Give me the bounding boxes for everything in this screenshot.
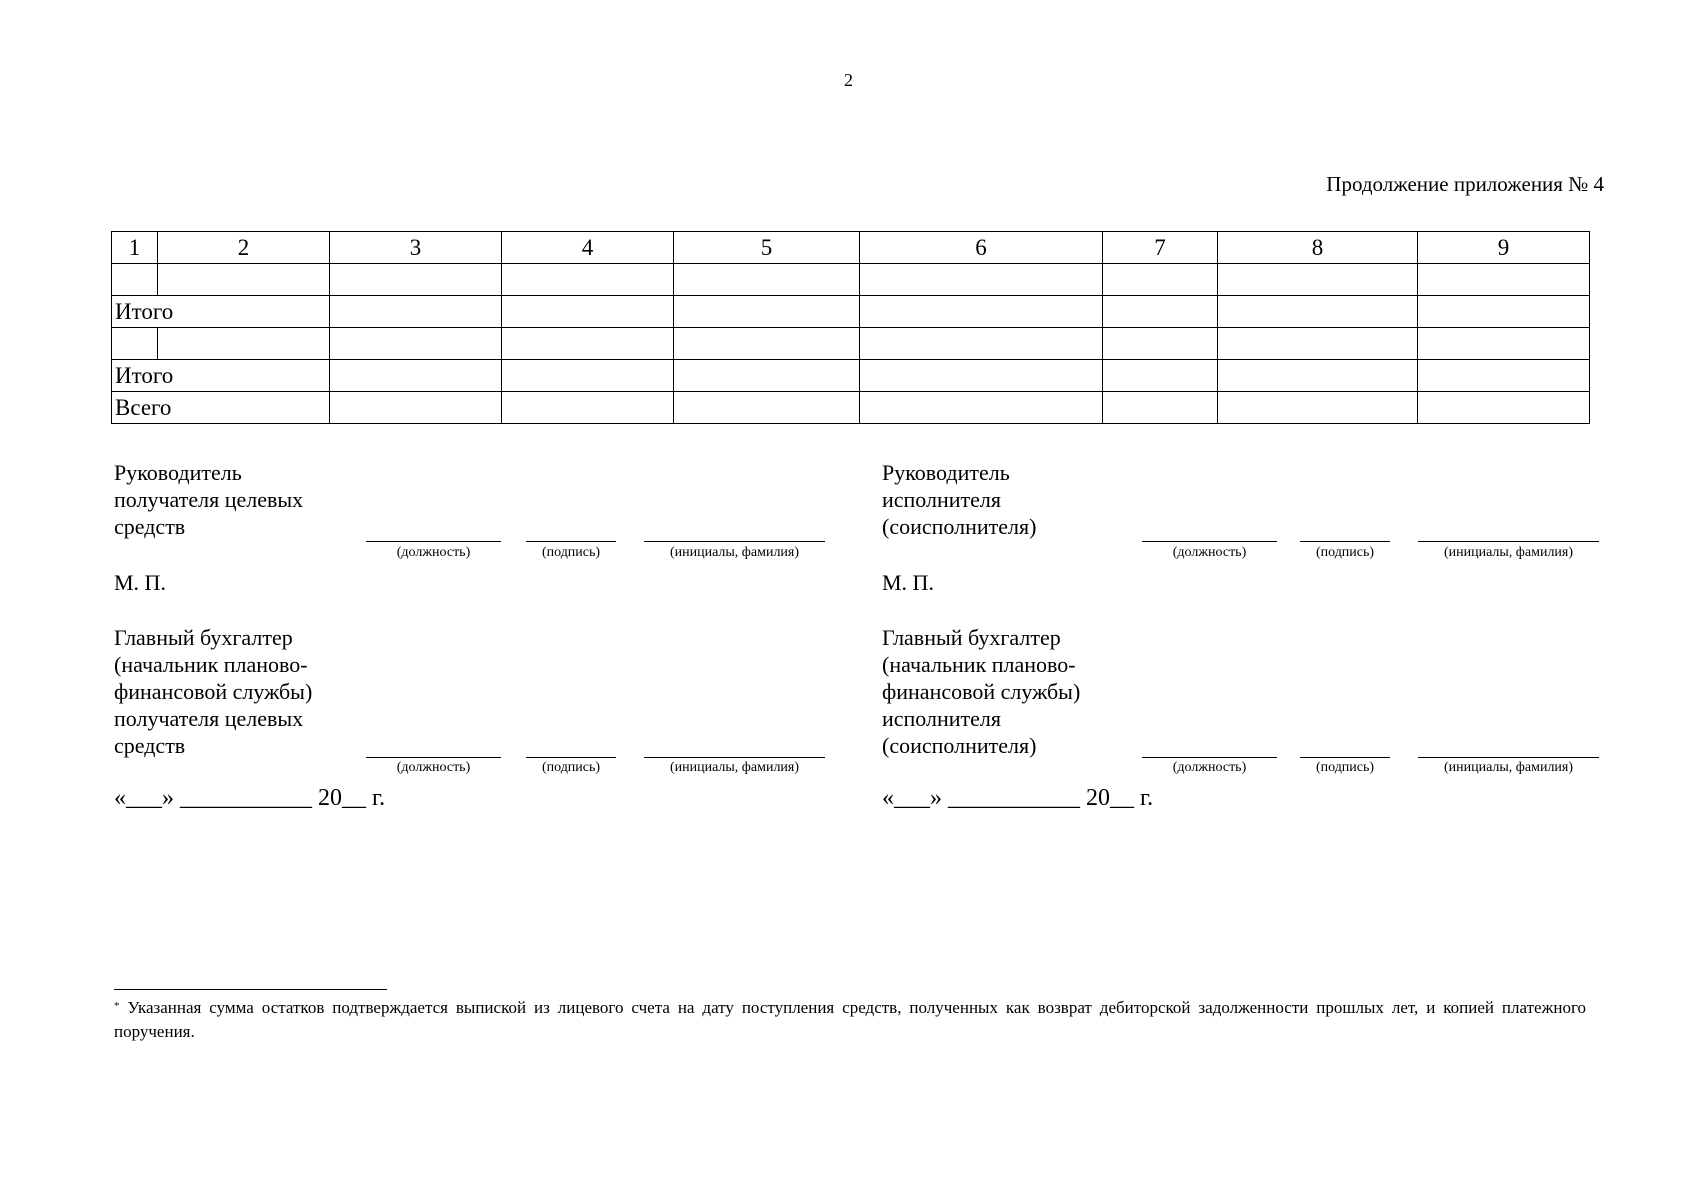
right-head-title: Руководитель исполнителя (соисполнителя) xyxy=(882,460,1037,539)
table-cell xyxy=(1103,360,1218,392)
table-header-cell: 5 xyxy=(674,232,860,264)
table-header-row xyxy=(112,232,1590,264)
left-accountant-signature-line xyxy=(526,757,616,758)
table-cell xyxy=(860,296,1103,328)
table-cell xyxy=(502,328,674,360)
left-head-name-line xyxy=(644,541,825,542)
table-cell xyxy=(1103,328,1218,360)
table-row-subtotal xyxy=(112,360,1590,392)
right-accountant-title: Главный бухгалтер (начальник планово- финансовой службы) исполнителя (соисполнителя) xyxy=(882,625,1081,758)
table-header-cell: 3 xyxy=(330,232,502,264)
continuation-title: Продолжение приложения № 4 xyxy=(1326,172,1604,196)
table-row xyxy=(112,328,1590,360)
right-accountant-signature-caption: (подпись) xyxy=(1315,760,1375,775)
right-date: «___» ___________ 20__ г. xyxy=(882,785,1154,811)
table-cell xyxy=(1418,296,1590,328)
table-header-cell: 1 xyxy=(112,232,158,264)
left-accountant-position-line xyxy=(366,757,501,758)
table-cell xyxy=(330,328,502,360)
table-cell xyxy=(502,264,674,296)
right-accountant-signature-line xyxy=(1300,757,1390,758)
right-accountant-name-caption: (инициалы, фамилия) xyxy=(1443,760,1574,775)
table-cell xyxy=(674,264,860,296)
left-accountant-name-caption: (инициалы, фамилия) xyxy=(669,760,800,775)
table-cell xyxy=(674,360,860,392)
right-head-signature-caption: (подпись) xyxy=(1315,545,1375,560)
left-accountant-title: Главный бухгалтер (начальник планово- финансовой службы) получателя целевых средств xyxy=(114,625,313,758)
right-head-name-line xyxy=(1418,541,1599,542)
table-cell xyxy=(1218,264,1418,296)
table-header-cell: 6 xyxy=(860,232,1103,264)
table-cell xyxy=(860,360,1103,392)
left-stamp-label: М. П. xyxy=(114,570,166,595)
right-accountant-position-caption: (должность) xyxy=(1172,760,1247,775)
left-head-position-caption: (должность) xyxy=(396,545,471,560)
left-head-title: Руководитель получателя целевых средств xyxy=(114,460,304,539)
table-cell xyxy=(674,392,860,424)
left-accountant-signature-caption: (подпись) xyxy=(541,760,601,775)
table-header-cell: 4 xyxy=(502,232,674,264)
left-head-name-caption: (инициалы, фамилия) xyxy=(669,545,800,560)
right-head-name-caption: (инициалы, фамилия) xyxy=(1443,545,1574,560)
table-row-total xyxy=(112,392,1590,424)
data-table xyxy=(111,231,1590,424)
table-cell xyxy=(1103,264,1218,296)
table-cell xyxy=(1418,264,1590,296)
subtotal-label: Итого xyxy=(112,360,330,392)
table-cell xyxy=(330,392,502,424)
right-head-signature-line xyxy=(1300,541,1390,542)
page-number: 2 xyxy=(844,70,853,90)
table-cell xyxy=(1418,328,1590,360)
table-cell xyxy=(330,264,502,296)
table-cell xyxy=(1418,392,1590,424)
right-accountant-position-line xyxy=(1142,757,1277,758)
table-cell xyxy=(1218,328,1418,360)
table-cell xyxy=(860,392,1103,424)
table-cell xyxy=(330,360,502,392)
table-row-subtotal xyxy=(112,296,1590,328)
left-date: «___» ___________ 20__ г. xyxy=(114,785,386,811)
table-cell xyxy=(158,328,330,360)
left-accountant-name-line xyxy=(644,757,825,758)
table-cell xyxy=(1218,392,1418,424)
table-cell xyxy=(502,296,674,328)
table-cell xyxy=(330,296,502,328)
table-cell xyxy=(112,328,158,360)
left-accountant-position-caption: (должность) xyxy=(396,760,471,775)
total-label: Всего xyxy=(112,392,330,424)
left-head-signature-line xyxy=(526,541,616,542)
table-header-cell: 9 xyxy=(1418,232,1590,264)
table-cell xyxy=(1103,392,1218,424)
left-head-position-line xyxy=(366,541,501,542)
footnote-text: Указанная сумма остатков подтверждается выпиской из лицевого счета на дату поступления средств, полученных как возврат дебиторской задолженности прошлых лет, и копией платежного поручения. xyxy=(114,998,1586,1041)
right-head-position-caption: (должность) xyxy=(1172,545,1247,560)
right-head-position-line xyxy=(1142,541,1277,542)
table-cell xyxy=(860,264,1103,296)
table-header-cell: 7 xyxy=(1103,232,1218,264)
table-cell xyxy=(502,392,674,424)
right-stamp-label: М. П. xyxy=(882,570,934,595)
subtotal-label: Итого xyxy=(112,296,330,328)
table-row xyxy=(112,264,1590,296)
table-cell xyxy=(1218,360,1418,392)
right-accountant-name-line xyxy=(1418,757,1599,758)
table-cell xyxy=(674,296,860,328)
footnote xyxy=(114,996,1586,1044)
table-cell xyxy=(112,264,158,296)
table-cell xyxy=(860,328,1103,360)
footnote-mark: * xyxy=(114,1000,120,1012)
left-head-signature-caption: (подпись) xyxy=(541,545,601,560)
table-cell xyxy=(158,264,330,296)
table-cell xyxy=(1103,296,1218,328)
table-cell xyxy=(674,328,860,360)
table-header-cell: 2 xyxy=(158,232,330,264)
footnote-divider xyxy=(114,989,387,990)
table-cell xyxy=(1418,360,1590,392)
table-header-cell: 8 xyxy=(1218,232,1418,264)
table-cell xyxy=(502,360,674,392)
table-cell xyxy=(1218,296,1418,328)
